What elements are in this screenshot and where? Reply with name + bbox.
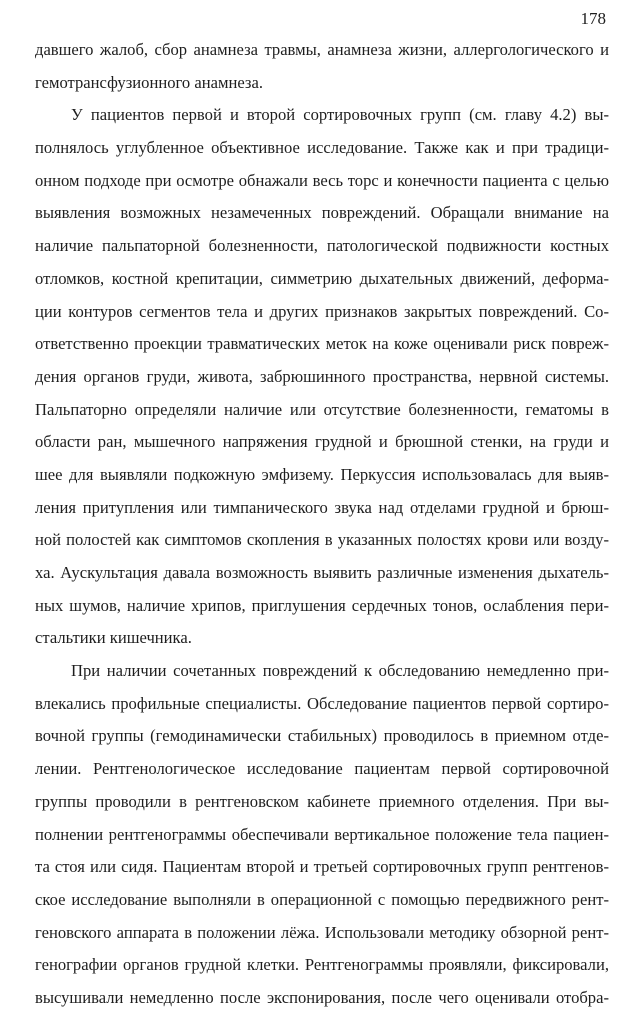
text-line: наличие пальпаторной болезненности, патологической подвижности костных [35, 236, 609, 256]
text-line: вочной группы (гемодинамически стабильных) проводилось в приемном отде- [35, 726, 609, 746]
text-line: ления притупления или тимпанического звука над отделами грудной и брюш- [35, 497, 609, 517]
page-number: 178 [580, 9, 606, 28]
text-line: полнялось углубленное объективное исследование. Также как и при традици- [35, 138, 609, 158]
text-line: лении. Рентгенологическое исследование пациентам первой сортировочной [35, 759, 609, 779]
text-line: та стоя или сидя. Пациентам второй и третьей сортировочных групп рентгенов- [35, 857, 609, 877]
text-line: области ран, мышечного напряжения грудной и брюшной стенки, на груди и [35, 432, 609, 452]
text-line: гемотрансфузионного анамнеза. [35, 72, 263, 92]
text-line: Пальпаторно определяли наличие или отсутствие болезненности, гематомы в [35, 399, 609, 419]
text-line: ответственно проекции травматических меток на коже оценивали риск повреж- [35, 334, 609, 354]
text-line: выявления возможных незамеченных повреждений. Обращали внимание на [35, 203, 609, 223]
text-line: высушивали немедленно после экспонирования, после чего оценивали отобра- [35, 987, 609, 1007]
text-line: группы проводили в рентгеновском кабинете приемного отделения. При вы- [35, 791, 609, 811]
text-line: ции контуров сегментов тела и других признаков закрытых повреждений. Со- [35, 301, 609, 321]
text-line: При наличии сочетанных повреждений к обследованию немедленно при- [71, 661, 609, 681]
text-line: ных шумов, наличие хрипов, приглушения сердечных тонов, ослабления пери- [35, 595, 609, 615]
text-line: полнении рентгенограммы обеспечивали вертикальное положение тела пациен- [35, 824, 609, 844]
text-line: отломков, костной крепитации, симметрию дыхательных движений, деформа- [35, 268, 609, 288]
text-line: ной полостей как симптомов скопления в указанных полостях крови или возду- [35, 530, 609, 550]
text-line: давшего жалоб, сбор анамнеза травмы, анамнеза жизни, аллергологического и [35, 40, 609, 59]
text-line: шее для выявляли подкожную эмфизему. Перкуссия использовалась для выяв- [35, 464, 609, 484]
text-line: стальтики кишечника. [35, 628, 192, 648]
text-line: онном подходе при осмотре обнажали весь торс и конечности пациента с целью [35, 170, 609, 190]
text-line: дения органов груди, живота, забрюшинного пространства, нервной системы. [35, 366, 609, 386]
text-line: геновского аппарата в положении лёжа. Использовали методику обзорной рент- [35, 922, 609, 942]
text-line: влекались профильные специалисты. Обследование пациентов первой сортиро- [35, 693, 609, 713]
text-line: генографии органов грудной клетки. Рентгенограммы проявляли, фиксировали, [35, 955, 609, 975]
text-line: ха. Аускультация давала возможность выявить различные изменения дыхатель- [35, 563, 609, 582]
text-line: У пациентов первой и второй сортировочных групп (см. главу 4.2) вы- [71, 105, 609, 125]
text-line: ское исследование выполняли в операционной с помощью передвижного рент- [35, 889, 609, 909]
body-text [35, 34, 609, 1015]
